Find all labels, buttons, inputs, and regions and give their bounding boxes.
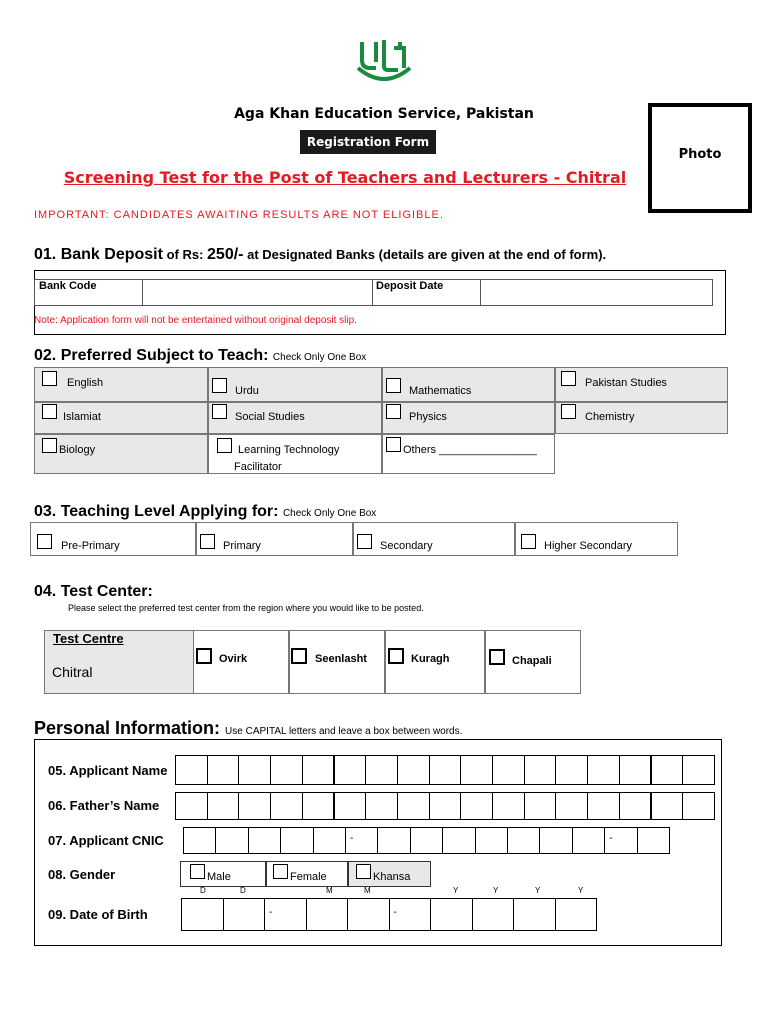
subject-cell — [382, 402, 555, 434]
female-checkbox[interactable] — [273, 864, 288, 879]
name-char-box[interactable] — [619, 755, 652, 785]
bank-code-label: Bank Code — [39, 280, 97, 292]
physics-checkbox[interactable] — [386, 404, 401, 419]
subject-cell — [34, 402, 208, 434]
mathematics-checkbox[interactable] — [386, 378, 401, 393]
section4-heading: 04. Test Center: — [34, 583, 153, 600]
english-checkbox[interactable] — [42, 371, 57, 386]
father-name-label: 06. Father’s Name — [48, 798, 160, 813]
father-name-char-box[interactable] — [175, 792, 208, 820]
of-rs: of Rs: — [166, 247, 204, 262]
cnic-char-box[interactable] — [507, 827, 540, 854]
section3-heading: 03. Teaching Level Applying for: — [34, 503, 279, 520]
subject-label: Facilitator — [234, 461, 282, 473]
father-name-char-box[interactable] — [397, 792, 430, 820]
name-char-box[interactable] — [429, 755, 462, 785]
dob-letter: Y — [578, 886, 584, 895]
personal-heading-line — [34, 718, 462, 739]
father-name-char-box[interactable] — [651, 792, 684, 820]
name-char-box[interactable] — [270, 755, 303, 785]
applicant-name-label: 05. Applicant Name — [48, 763, 168, 778]
page-title: Screening Test for the Post of Teachers and Lecturers - Chitral — [63, 168, 627, 187]
deposit-note: Note: Application form will not be entertained without original deposit slip. — [34, 315, 357, 326]
dob-char-box[interactable] — [264, 898, 307, 931]
name-char-box[interactable] — [682, 755, 715, 785]
gender-label: 08. Gender — [48, 867, 116, 882]
subject-label: English — [67, 377, 104, 389]
name-char-box[interactable] — [492, 755, 525, 785]
cnic-char-box[interactable] — [280, 827, 313, 854]
cnic-char-box[interactable] — [539, 827, 572, 854]
father-name-char-box[interactable] — [492, 792, 525, 820]
father-name-char-box[interactable] — [365, 792, 398, 820]
section2-heading-line — [34, 347, 366, 365]
others-label: Others ________________ — [403, 444, 537, 456]
deposit-date-label: Deposit Date — [376, 280, 444, 292]
secondary-checkbox[interactable] — [357, 534, 372, 549]
father-name-char-box[interactable] — [460, 792, 493, 820]
primary-checkbox[interactable] — [200, 534, 215, 549]
name-char-box[interactable] — [587, 755, 620, 785]
akes-logo-icon — [356, 38, 412, 88]
dob-char-box[interactable] — [513, 898, 556, 931]
name-char-box[interactable] — [460, 755, 493, 785]
father-name-char-box[interactable] — [429, 792, 462, 820]
name-char-box[interactable] — [524, 755, 557, 785]
name-char-box[interactable] — [365, 755, 398, 785]
father-name-char-box[interactable] — [587, 792, 620, 820]
subject-cell — [555, 402, 728, 434]
name-char-box[interactable] — [651, 755, 684, 785]
level-label: Secondary — [380, 540, 433, 552]
photo-label: Photo — [678, 146, 722, 162]
subject-label: Islamiat — [63, 411, 101, 423]
centre-label: Ovirk — [219, 653, 248, 665]
father-name-char-box[interactable] — [682, 792, 715, 820]
name-char-box[interactable] — [238, 755, 271, 785]
section3-hint: Check Only One Box — [282, 508, 377, 519]
dash-separator: - — [350, 832, 354, 844]
divider — [372, 279, 373, 306]
cnic-char-box[interactable] — [604, 827, 637, 854]
khansa-checkbox[interactable] — [356, 864, 371, 879]
level-label: Pre-Primary — [61, 540, 120, 552]
gender-option: Khansa — [373, 871, 411, 883]
name-char-box[interactable] — [334, 755, 367, 785]
others-checkbox[interactable] — [386, 437, 401, 452]
personal-heading: Personal Information: — [34, 718, 221, 738]
registration-form-badge: Registration Form — [300, 130, 436, 154]
dash-separator: - — [393, 906, 397, 918]
dob-char-box[interactable] — [347, 898, 390, 931]
cnic-char-box[interactable] — [572, 827, 605, 854]
cnic-char-box[interactable] — [410, 827, 443, 854]
cnic-char-box[interactable] — [248, 827, 281, 854]
dob-letter: M — [364, 886, 371, 895]
subject-label: Learning Technology — [238, 444, 340, 456]
personal-hint: Use CAPITAL letters and leave a box between words. — [225, 726, 463, 737]
father-name-char-box[interactable] — [238, 792, 271, 820]
dob-char-box[interactable] — [430, 898, 473, 931]
dob-letter: M — [326, 886, 333, 895]
section1-heading: 01. Bank Deposit — [34, 246, 163, 263]
dob-char-box[interactable] — [389, 898, 432, 931]
centre-label: Kuragh — [411, 653, 450, 665]
gender-option: Female — [290, 871, 327, 883]
father-name-char-box[interactable] — [555, 792, 588, 820]
bank-deposit-details: at Designated Banks (details are given at the end of form). — [247, 247, 607, 262]
dob-letter: Y — [535, 886, 541, 895]
dob-letter: Y — [493, 886, 499, 895]
level-label: Primary — [223, 540, 261, 552]
father-name-char-box[interactable] — [207, 792, 240, 820]
subject-cell — [34, 367, 208, 402]
dash-separator: - — [269, 906, 273, 918]
level-cell — [353, 522, 515, 556]
father-name-char-box[interactable] — [524, 792, 557, 820]
photo-box[interactable] — [648, 103, 752, 213]
dash-separator: - — [609, 832, 613, 844]
gender-option: Male — [207, 871, 231, 883]
subject-label: Physics — [409, 411, 447, 423]
subject-label: Urdu — [235, 385, 259, 397]
father-name-char-box[interactable] — [270, 792, 303, 820]
subject-label: Mathematics — [409, 385, 472, 397]
dob-char-box[interactable] — [181, 898, 224, 931]
male-checkbox[interactable] — [190, 864, 205, 879]
dob-label: 09. Date of Birth — [48, 907, 148, 922]
urdu-checkbox[interactable] — [212, 378, 227, 393]
name-char-box[interactable] — [175, 755, 208, 785]
name-char-box[interactable] — [397, 755, 430, 785]
deposit-amount: 250/- — [207, 246, 244, 263]
biology-checkbox[interactable] — [42, 438, 57, 453]
dob-char-box[interactable] — [306, 898, 349, 931]
name-char-box[interactable] — [302, 755, 335, 785]
cnic-char-box[interactable] — [442, 827, 475, 854]
subject-label: Chemistry — [585, 411, 635, 423]
social-studies-checkbox[interactable] — [212, 404, 227, 419]
learning-technology-checkbox[interactable] — [217, 438, 232, 453]
cnic-char-box[interactable] — [475, 827, 508, 854]
org-name: Aga Khan Education Service, Pakistan — [234, 106, 534, 122]
father-name-char-box[interactable] — [302, 792, 335, 820]
higher-secondary-checkbox[interactable] — [521, 534, 536, 549]
ovirk-checkbox[interactable] — [196, 648, 212, 664]
centre-label: Seenlasht — [315, 653, 367, 665]
cnic-char-box[interactable] — [377, 827, 410, 854]
section2-heading: 02. Preferred Subject to Teach: — [34, 347, 269, 364]
cnic-label: 07. Applicant CNIC — [48, 833, 164, 848]
father-name-char-box[interactable] — [619, 792, 652, 820]
islamiat-checkbox[interactable] — [42, 404, 57, 419]
dob-letter: D — [200, 886, 206, 895]
subject-label: Pakistan Studies — [585, 377, 667, 389]
subject-label: Social Studies — [235, 411, 305, 423]
kuragh-checkbox[interactable] — [388, 648, 404, 664]
pre-primary-checkbox[interactable] — [37, 534, 52, 549]
seenlasht-checkbox[interactable] — [291, 648, 307, 664]
cnic-char-box[interactable] — [345, 827, 378, 854]
subject-label: Biology — [59, 444, 96, 456]
test-centre-label: Test Centre — [53, 631, 124, 646]
cnic-char-box[interactable] — [313, 827, 346, 854]
chapali-checkbox[interactable] — [489, 649, 505, 665]
section2-hint: Check Only One Box — [272, 352, 367, 363]
pakistan-studies-checkbox[interactable] — [561, 371, 576, 386]
cnic-char-box[interactable] — [215, 827, 248, 854]
chemistry-checkbox[interactable] — [561, 404, 576, 419]
father-name-char-box[interactable] — [334, 792, 367, 820]
important-notice: IMPORTANT: CANDIDATES AWAITING RESULTS ARE NOT ELIGIBLE. — [34, 209, 444, 221]
dob-letter: Y — [453, 886, 459, 895]
cnic-char-box[interactable] — [183, 827, 216, 854]
dob-char-box[interactable] — [472, 898, 515, 931]
level-cell — [196, 522, 353, 556]
bank-code-input[interactable] — [143, 280, 371, 305]
cnic-char-box[interactable] — [637, 827, 670, 854]
level-label: Higher Secondary — [544, 540, 633, 552]
dob-letter: D — [240, 886, 246, 895]
dob-char-box[interactable] — [555, 898, 598, 931]
centre-label: Chapali — [512, 655, 552, 667]
deposit-date-input[interactable] — [481, 280, 712, 305]
name-char-box[interactable] — [555, 755, 588, 785]
name-char-box[interactable] — [207, 755, 240, 785]
dob-char-box[interactable] — [223, 898, 266, 931]
bank-deposit-heading-line — [34, 246, 606, 264]
section3-heading-line — [34, 503, 376, 521]
section4-hint: Please select the preferred test center from the region where you would like to be posted. — [68, 603, 424, 613]
region-label: Chitral — [52, 664, 93, 680]
